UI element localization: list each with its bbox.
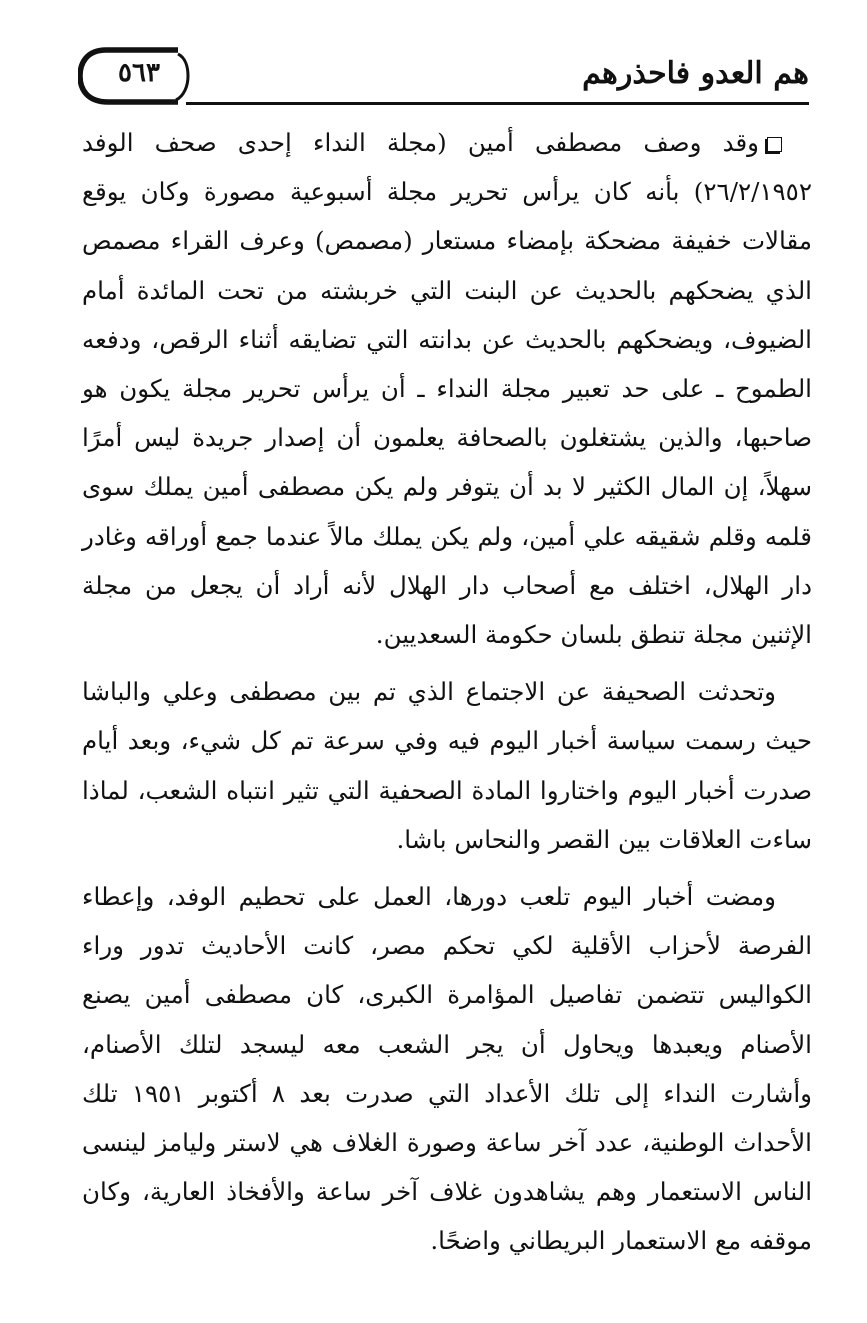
- paragraph-1-text: وقد وصف مصطفى أمين (مجلة النداء إحدى صحف الوفد ٢٦/٢/١٩٥٢) بأنه كان يرأس تحرير مجلة أسبوعية مصورة وكان يوقع مقالات خفيفة مضحكة بإمضاء مستعار (مصمص) وعرف القراء مصمص الذي يضحكهم بالحديث عن البنت التي خربشته من تحت المائدة أمام الضيوف، ويضحكهم بالحديث عن بدانته التي تضايقه أثناء الرقص، ودفعه الطموح ـ على حد تعبير مجلة النداء ـ أن يرأس تحرير مجلة يكون هو صاحبها، والذين يشتغلون بالصحافة يعلمون أن إصدار جريدة ليس أمرًا سهلاً، إن المال الكثير لا بد أن يتوفر ولم يكن مصطفى أمين يملك سوى قلمه وقلم شقيقه علي أمين، ولم يكن يملك مالاً عندما جمع أوراقه وغادر دار الهلال، اختلف مع أصحاب دار الهلال لأنه أراد أن يجعل من مجلة الإثنين مجلة تنطق بلسان حكومة السعديين.: [82, 128, 812, 650]
- header-rule: [186, 102, 809, 105]
- page-header: [78, 44, 809, 110]
- paragraph-2: وتحدثت الصحيفة عن الاجتماع الذي تم بين مصطفى وعلي والباشا حيث رسمت سياسة أخبار اليوم فيه وفي سرعة تم كل شيء، وبعد أيام صدرت أخبار اليوم واختاروا المادة الصحفية التي تثير انتباه الشعب، لماذا ساءت العلاقات بين القصر والنحاس باشا.: [82, 677, 812, 854]
- page-number: ٥٦٣: [118, 58, 160, 88]
- square-bullet-icon: [767, 137, 782, 152]
- running-title: هم العدو فاحذرهم: [582, 56, 809, 91]
- page-number-badge: [78, 44, 190, 104]
- body-text: [82, 118, 812, 1266]
- paragraph-3: ومضت أخبار اليوم تلعب دورها، العمل على تحطيم الوفد، وإعطاء الفرصة لأحزاب الأقلية لكي تحكم مصر، كانت الأحاديث تدور وراء الكواليس تتضمن تفاصيل المؤامرة الكبرى، كان مصطفى أمين يصنع الأصنام ويعبدها ويحاول أن يجر الشعب معه ليسجد لتلك الأصنام، وأشارت النداء إلى تلك الأعداد التي صدرت بعد ٨ أكتوبر ١٩٥١ تلك الأحداث الوطنية، عدد آخر ساعة وصورة الغلاف هي لاستر وليامز لينسى الناس الاستعمار وهم يشاهدون غلاف آخر ساعة والأفخاذ العارية، وكان موقفه مع الاستعمار البريطاني واضحًا.: [82, 882, 813, 1256]
- paragraph-1: [82, 118, 812, 659]
